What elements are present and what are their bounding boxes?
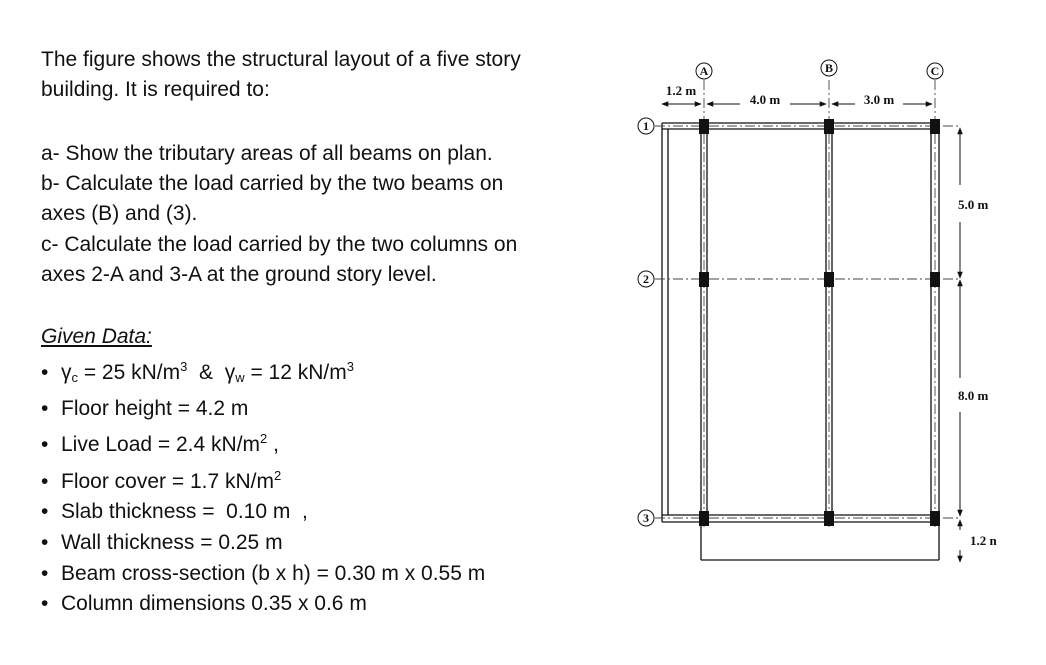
intro-line-2: building. It is required to:	[41, 78, 270, 101]
live-load-tail: ,	[267, 433, 279, 457]
axis-label-2: 2	[643, 272, 649, 286]
task-a: a- Show the tributary areas of all beams on plan.	[41, 142, 493, 165]
unit-weights-item	[41, 352, 485, 394]
dim-BC: 3.0 m	[863, 92, 895, 107]
gamma-w-value: = 12 kN/m	[244, 361, 347, 384]
gamma-c-exponent: 3	[180, 359, 188, 374]
column-3C	[930, 511, 940, 526]
gamma-w-symbol: γ	[224, 361, 236, 384]
floor-cover-text: Floor cover = 1.7 kN/m	[61, 469, 274, 493]
floor-height-item	[41, 394, 485, 425]
axis-label-B: B	[824, 61, 834, 75]
dim-cantilever-bottom: 1.2 n	[970, 533, 997, 548]
floor-height-text: Floor height = 4.2 m	[61, 396, 249, 420]
beam-section-item	[41, 559, 485, 590]
given-data-list	[41, 352, 485, 620]
floor-cover-item	[41, 461, 485, 498]
column-1C	[930, 119, 940, 134]
column-1B	[824, 119, 834, 134]
dim-AB: 4.0 m	[749, 92, 781, 107]
gamma-w-subscript: w	[235, 370, 245, 385]
live-load-item	[41, 424, 485, 461]
axis-label-C: C	[930, 64, 940, 78]
gamma-w-exponent: 3	[346, 359, 354, 374]
task-b-line-2: axes (B) and (3).	[41, 202, 198, 225]
column-2A	[699, 272, 709, 287]
given-data-title: Given Data:	[41, 325, 152, 348]
axis-label-1: 1	[643, 119, 649, 133]
column-3A	[699, 511, 709, 526]
gamma-c-symbol: γ	[61, 361, 72, 384]
dim-cantilever-left: 1.2 m	[665, 83, 697, 98]
gamma-c-value: = 25 kN/m	[78, 361, 181, 384]
slab-thickness-text: Slab thickness = 0.10 m ,	[61, 500, 308, 524]
dim-23: 8.0 m	[958, 388, 989, 403]
live-load-exponent: 2	[260, 431, 268, 447]
live-load-text: Live Load = 2.4 kN/m	[61, 433, 261, 457]
axis-bubbles	[638, 60, 943, 526]
axis-label-3: 3	[643, 511, 649, 525]
column-2C	[930, 272, 940, 287]
beam-section-text: Beam cross-section (b x h) = 0.30 m x 0.55 m	[61, 561, 486, 585]
gamma-c-subscript: c	[71, 370, 78, 385]
task-b-line-1: b- Calculate the load carried by the two beams on	[41, 172, 504, 195]
axis-label-A: A	[699, 64, 709, 78]
intro-line-1: The figure shows the structural layout of a five story	[41, 48, 521, 71]
column-3B	[824, 511, 834, 526]
column-dims-item	[41, 589, 485, 620]
dim-12: 5.0 m	[958, 197, 989, 212]
task-c-line-2: axes 2-A and 3-A at the ground story level.	[41, 263, 437, 286]
wall-thickness-item	[41, 528, 485, 559]
column-2B	[824, 272, 834, 287]
floor-cover-exponent: 2	[273, 467, 282, 483]
wall-thickness-text: Wall thickness = 0.25 m	[61, 530, 283, 554]
ampersand: &	[187, 361, 225, 384]
column-1A	[699, 119, 709, 134]
task-c-line-1: c- Calculate the load carried by the two columns on	[41, 233, 518, 256]
structural-plan	[600, 50, 1020, 590]
columns	[699, 119, 940, 526]
slab-thickness-item	[41, 497, 485, 528]
column-dims-text: Column dimensions 0.35 x 0.6 m	[61, 592, 367, 616]
